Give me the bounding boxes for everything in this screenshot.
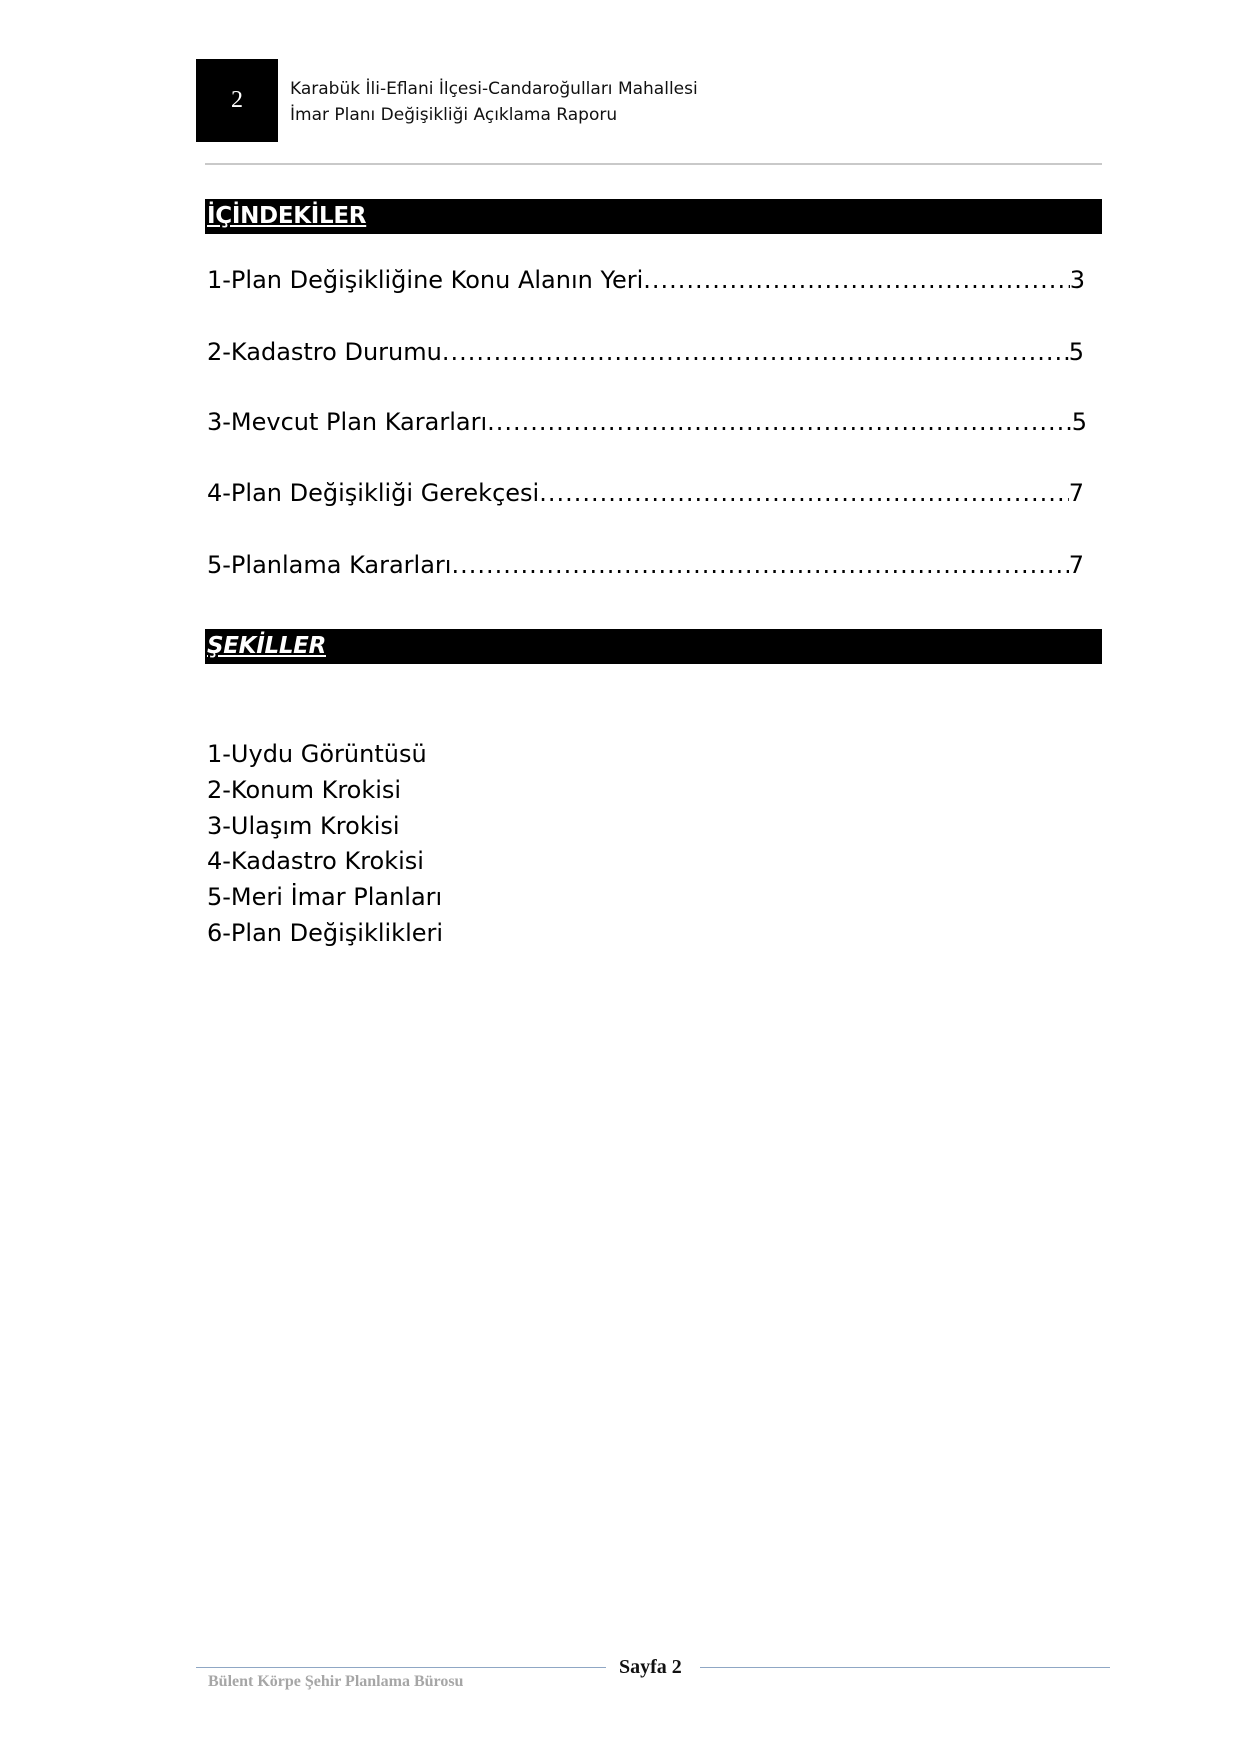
toc-entry[interactable] [207, 551, 1084, 591]
figure-item: 5-Meri İmar Planları [207, 883, 443, 912]
figures-heading: ŞEKİLLER [205, 629, 1102, 664]
toc-entry-page: 5 [1068, 338, 1084, 366]
toc-entry-title: 4-Plan Değişikliği Gerekçesi [207, 479, 540, 507]
toc-entry-title: 2-Kadastro Durumu [207, 338, 442, 366]
toc-dot-leader [442, 338, 1069, 366]
toc-entry-page: 7 [1068, 551, 1084, 579]
toc-dot-leader [451, 551, 1068, 579]
toc-heading: İÇİNDEKİLER [205, 199, 1102, 234]
toc-dot-leader [487, 408, 1072, 436]
header-divider [205, 163, 1102, 165]
toc-dot-leader [643, 266, 1069, 294]
figure-item: 3-Ulaşım Krokisi [207, 811, 400, 840]
footer-divider-left [196, 1667, 606, 1668]
footer-office-name: Bülent Körpe Şehir Planlama Bürosu [208, 1673, 464, 1690]
toc-entry-title: 3-Mevcut Plan Kararları [207, 408, 488, 436]
toc-entry-title: 5-Planlama Kararları [207, 551, 452, 579]
toc-entry-page: 5 [1071, 408, 1087, 436]
footer-divider-right [700, 1667, 1110, 1668]
toc-entry[interactable] [207, 266, 1085, 306]
toc-entry-title: 1-Plan Değişikliğine Konu Alanın Yeri [207, 266, 644, 294]
figure-item: 6-Plan Değişiklikleri [207, 918, 444, 947]
figures-list [207, 737, 443, 952]
header-page-number: 2 [196, 59, 278, 142]
footer-page-label: Sayfa 2 [619, 1656, 682, 1678]
toc-entry[interactable] [207, 408, 1087, 448]
toc-entry[interactable] [207, 479, 1084, 519]
toc-entry[interactable] [207, 338, 1084, 378]
figure-item: 1-Uydu Görüntüsü [207, 740, 427, 768]
header-title-line2: İmar Planı Değişikliği Açıklama Raporu [290, 105, 618, 125]
header-title-line1: Karabük İli-Eflani İlçesi-Candaroğulları Mahallesi [290, 79, 698, 99]
toc-entry-page: 3 [1069, 266, 1085, 294]
figure-item: 4-Kadastro Krokisi [207, 847, 424, 876]
toc-dot-leader [539, 479, 1069, 507]
document-header [290, 76, 698, 128]
figure-item: 2-Konum Krokisi [207, 775, 402, 804]
toc-entry-page: 7 [1068, 479, 1084, 507]
